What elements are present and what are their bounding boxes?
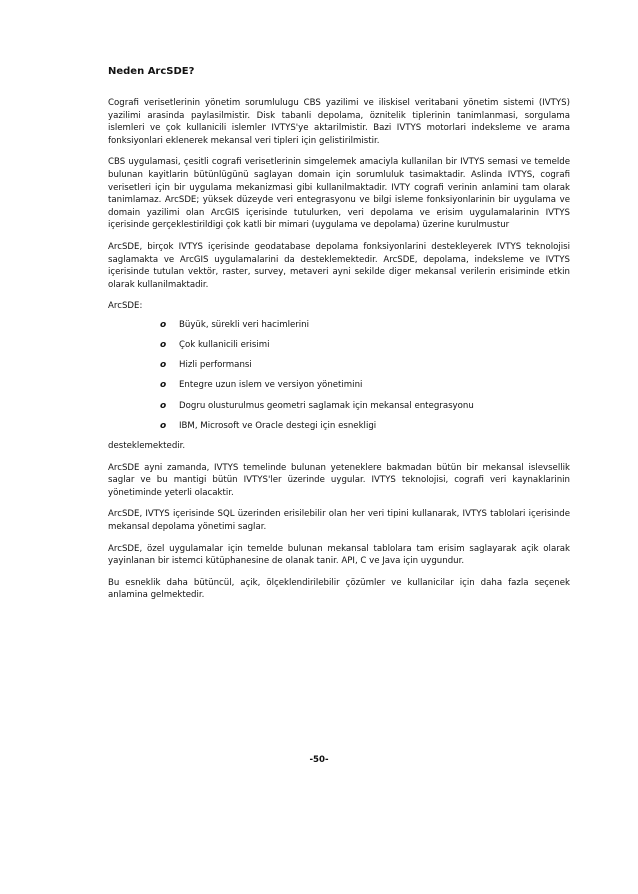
bullet-icon: o: [160, 340, 167, 351]
paragraph: ArcSDE, IVTYS içerisinde SQL üzerinden erisilebilir olan her veri tipini kullanarak, IVTYS tablolari içerisinde mekansal depolama yönetimi saglar.: [108, 509, 570, 532]
paragraph: Bu esneklik daha bütüncül, açik, ölçeklendirilebilir çözümler ve kullanicilar için daha fazla seçenek anlamina gelmektedir.: [108, 577, 570, 601]
list-item-text: Entegre uzun islem ve versiyon yönetimini: [179, 380, 363, 391]
bullet-icon: o: [160, 319, 167, 330]
list-item: [160, 319, 570, 332]
list-item-text: Dogru olusturulmus geometri saglamak için mekansal entegrasyonu: [179, 400, 474, 411]
list-item: [160, 400, 570, 413]
list-item: [160, 339, 570, 352]
bullet-icon: o: [160, 360, 167, 371]
feature-list: [108, 319, 570, 433]
list-item-text: Çok kullanicili erisimi: [179, 340, 270, 351]
paragraph: ArcSDE, özel uygulamalar için temelde bulunan mekansal tablolara tam erisim saglayarak açik olarak yayinlanan bir istemci kütüphanesine de olanak tanir. API, C ve Java için uygundur.: [108, 543, 570, 567]
section-title: Neden ArcSDE?: [108, 66, 195, 77]
paragraph: CBS uygulamasi, çesitli cografi verisetlerinin simgelemek amaciyla kullanilan bir IVTYS semasi ve temelde bulunan kayitlarin bütünlügünü saglayan domain için sorumluluk tasimaktadir. Aslinda IVTYS, cografi verisetleri için bir uygulama mekanizmasi gibi kullanilmaktadir. IVTY cografi verinin anlamini tam olarak tanimlamaz. ArcSDE; yüksek düzeyde veri entegrasyonu ve bilgi isleme fonksiyonlarinin bir uygulama ve domain yazilimi olan ArcGIS içerisinde tutulurken, veri depolama ve erisim uygulamalarinin IVTYS içerisinde gerçeklestirildigi çok katli bir mimari (uygulama ve depolama) üzerine kurulmustur: [108, 157, 570, 231]
bullet-icon: o: [160, 420, 167, 431]
list-item-text: Hizli performansi: [179, 360, 252, 371]
list-label: ArcSDE:: [108, 301, 143, 312]
document-body: [108, 66, 570, 611]
list-item: [160, 420, 570, 433]
list-closing-text: desteklemektedir.: [108, 441, 186, 452]
paragraph: ArcSDE ayni zamanda, IVTYS temelinde bulunan yeteneklere bakmadan bütün bir mekansal islevsellik saglar ve bu mantigi bütün IVTYS'ler üzerinde uygular. IVTYS teknolojisi, cografi veri kaynaklarinin yönetiminde yeterli olacaktir.: [108, 462, 570, 498]
paragraph: Cografi verisetlerinin yönetim sorumlulugu CBS yazilimi ve iliskisel veritabani yönetim sistemi (IVTYS) yazilimi arasinda paylasilmistir. Disk tabanli depolama, öznitelik tiplerinin tanimlanmasi, sorgulama islemleri ve çok kullanicili islemler IVTYS'ye aktarilmistir. Bazi IVTYS motorlari indeksleme ve arama fonksiyonlari eklenerek mekansal veri tipleri için gelistirilmistir.: [108, 98, 570, 146]
bullet-icon: o: [160, 400, 167, 411]
page-number: -50-: [309, 755, 329, 765]
list-item: [160, 379, 570, 392]
paragraph: ArcSDE, birçok IVTYS içerisinde geodatabase depolama fonksiyonlarini destekleyerek IVTYS teknolojisi saglamakta ve ArcGIS uygulamalarini da desteklemektedir. ArcSDE, depolama, indeksleme ve IVTYS içerisinde tutulan vektör, raster, survey, metaveri ayni sekilde diger mekansal verilerin erisiminde etkin olarak kullanilmaktadir.: [108, 241, 570, 290]
list-item-text: IBM, Microsoft ve Oracle destegi için esnekligi: [179, 420, 377, 431]
list-item: [160, 359, 570, 372]
bullet-icon: o: [160, 380, 167, 391]
list-item-text: Büyük, sürekli veri hacimlerini: [179, 319, 310, 330]
